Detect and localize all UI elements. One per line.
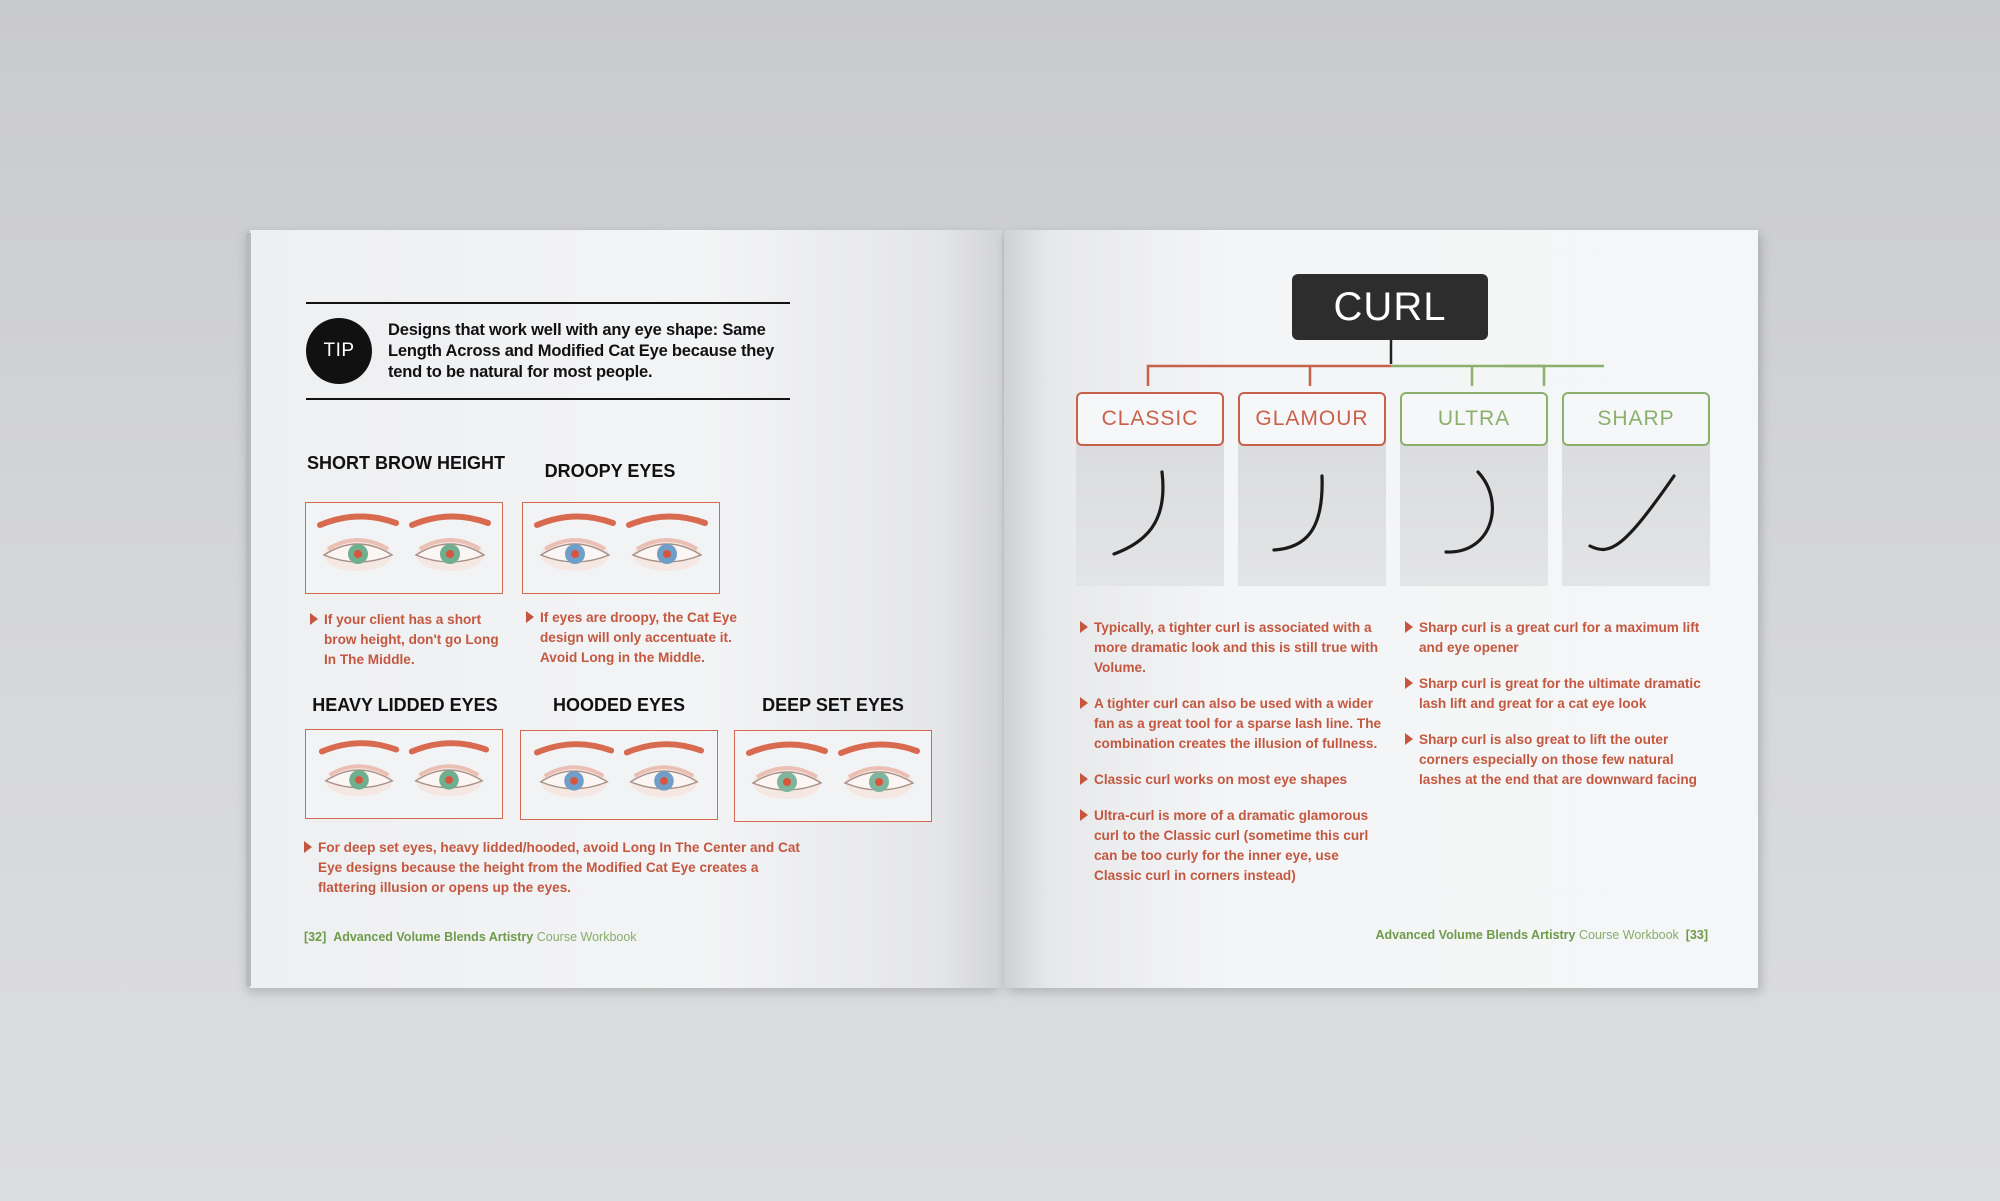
open-workbook: [250, 230, 1758, 990]
tip-text: Designs that work well with any eye shape: Same Length Across and Modified Cat Eye because they tend to be natural for most people.: [388, 321, 775, 381]
eye-title-heavy-lidded: HEAVY LIDDED EYES: [312, 695, 498, 715]
curl-label-sharp: SHARP: [1562, 392, 1710, 446]
right-footer-sub: Course Workbook: [1579, 928, 1679, 942]
eye-title-hooded: HOODED EYES: [552, 695, 686, 715]
eye-title-short-brow: SHORT BROW HEIGHT: [307, 453, 505, 473]
curl-card-ultra: [1400, 392, 1548, 586]
right-footer: [1375, 928, 1708, 942]
right-page: [1004, 230, 1758, 988]
lash-curl-sharp-icon: [1562, 462, 1710, 582]
left-footer-title: Advanced Volume Blends Artistry: [333, 930, 534, 944]
left-footer-sub: Course Workbook: [536, 930, 637, 944]
curl-label-glamour: GLAMOUR: [1238, 392, 1386, 446]
curl-note-1: Typically, a tighter curl is associated with a more dramatic look and this is still true with Volume.: [1094, 618, 1384, 678]
eye-illustration-deep-set: [734, 730, 932, 822]
eye-title-droopy: DROOPY EYES: [544, 461, 676, 481]
tip-badge: TIP: [306, 318, 372, 384]
curl-note-4: Ultra-curl is more of a dramatic glamorous curl to the Classic curl (sometime this curl can be too curly for the inner eye, use Classic curl in corners instead): [1094, 806, 1384, 886]
sharp-note-1: Sharp curl is a great curl for a maximum lift and eye opener: [1419, 618, 1709, 658]
eye-illustration-short-brow: [305, 502, 503, 594]
curl-card-classic: [1076, 392, 1224, 586]
lash-curl-classic-icon: [1076, 462, 1224, 582]
note-droopy: If eyes are droopy, the Cat Eye design will only accentuate it. Avoid Long in the Middle.: [540, 608, 740, 668]
curl-label-ultra: ULTRA: [1400, 392, 1548, 446]
eye-illustration-hooded: [520, 730, 718, 820]
lash-curl-glamour-icon: [1238, 462, 1386, 582]
left-page-number: [32]: [304, 930, 327, 944]
curl-card-sharp: [1562, 392, 1710, 586]
right-footer-title: Advanced Volume Blends Artistry: [1375, 928, 1576, 942]
curl-note-3: Classic curl works on most eye shapes: [1094, 770, 1394, 790]
eye-title-deep-set: DEEP SET EYES: [762, 695, 904, 715]
lash-curl-ultra-icon: [1400, 462, 1548, 582]
tip-top-rule: [306, 302, 790, 304]
left-page: [250, 230, 1002, 988]
note-deep-set-hooded: For deep set eyes, heavy lidded/hooded, avoid Long In The Center and Cat Eye designs because the height from the Modified Cat Eye creates a flattering illusion or opens up the eyes.: [318, 838, 818, 898]
note-short-brow: If your client has a short brow height, don't go Long In The Middle.: [324, 610, 510, 670]
eye-illustration-heavy-lidded: [305, 729, 503, 819]
right-page-number: [33]: [1685, 928, 1708, 942]
curl-heading: CURL: [1292, 274, 1488, 340]
left-footer: [304, 930, 637, 944]
eye-illustration-droopy: [522, 502, 720, 594]
tip-bottom-rule: [306, 398, 790, 400]
curl-card-glamour: [1238, 392, 1386, 586]
sharp-note-3: Sharp curl is also great to lift the outer corners especially on those few natural lashes at the end that are downward facing: [1419, 730, 1709, 790]
curl-tree-connectors: [1064, 340, 1604, 400]
curl-label-classic: CLASSIC: [1076, 392, 1224, 446]
sharp-note-2: Sharp curl is great for the ultimate dramatic lash lift and great for a cat eye look: [1419, 674, 1719, 714]
curl-note-2: A tighter curl can also be used with a wider fan as a great tool for a sparse lash line. The combination creates the illusion of fullness.: [1094, 694, 1394, 754]
